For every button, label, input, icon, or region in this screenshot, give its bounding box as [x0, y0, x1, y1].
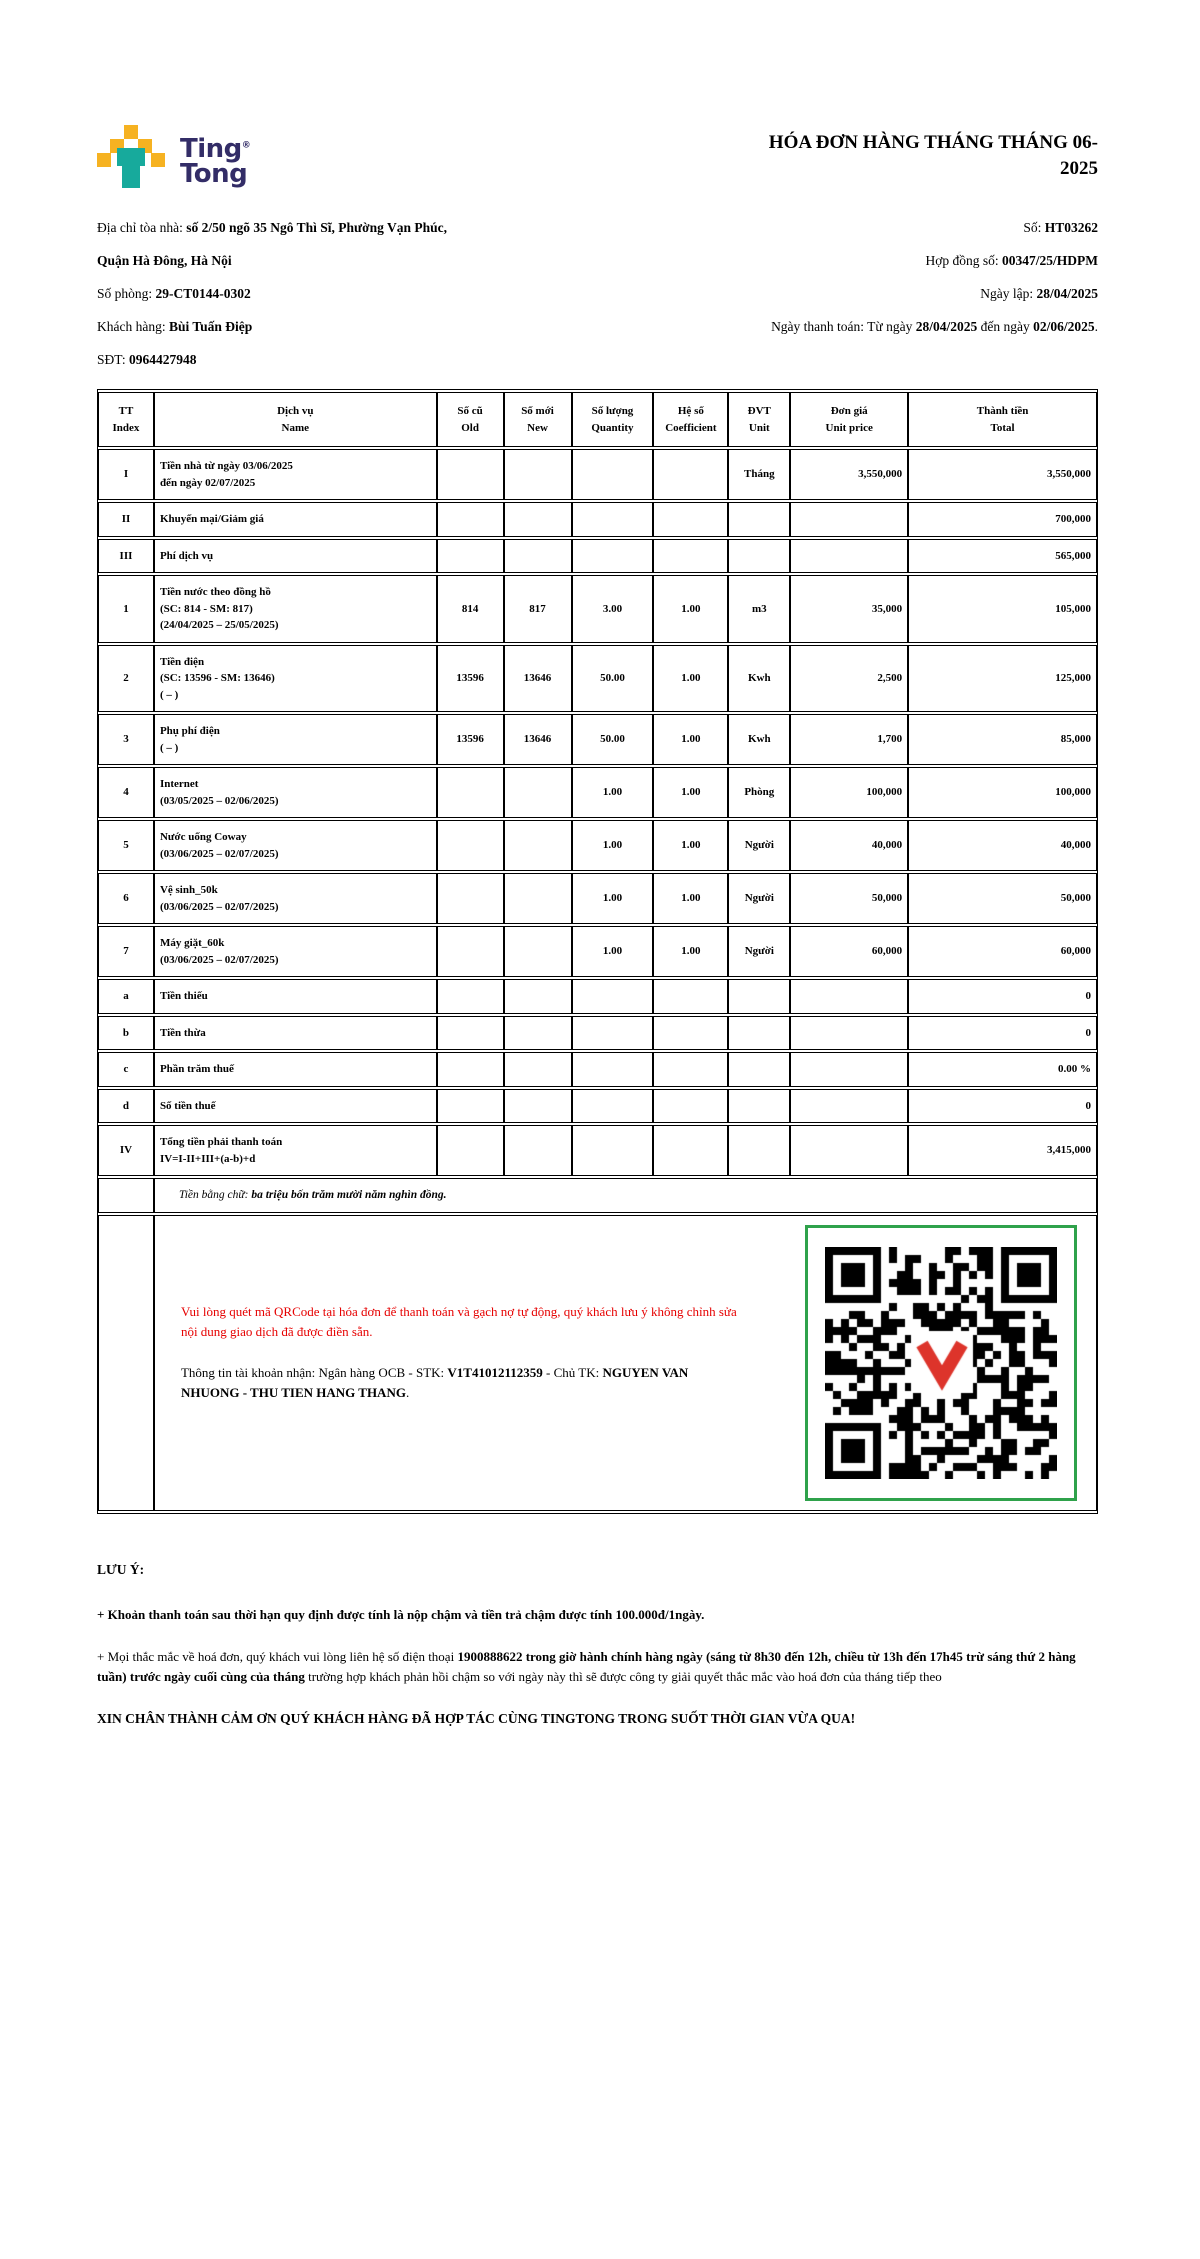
table-cell	[504, 502, 572, 537]
table-cell: 1.00	[653, 820, 728, 871]
table-cell	[437, 449, 504, 500]
hotline-note: + Mọi thắc mắc về hoá đơn, quý khách vui lòng liên hệ số điện thoại 1900888622 trong giờ hành chính hàng ngày (sáng từ 8h30 đến 12h, chiều từ 13h đến 17h45 trừ sáng thứ 2 hàng tuần) trước ngày cuối cùng của tháng trường hợp khách phản hồi chậm so với ngày này thì sẽ được công ty giải quyết thắc mắc vào hoá đơn của tháng tiếp theo	[97, 1649, 1076, 1685]
table-cell	[653, 502, 728, 537]
table-row	[98, 539, 1097, 574]
table-cell: 565,000	[908, 539, 1097, 574]
table-cell: Tiền thiếu	[154, 979, 437, 1014]
qr-section-cell	[154, 1215, 1097, 1511]
table-cell	[437, 1125, 504, 1176]
table-cell: a	[98, 979, 154, 1014]
table-cell: 105,000	[908, 575, 1097, 643]
table-cell: 814	[437, 575, 504, 643]
table-cell: 1.00	[653, 645, 728, 713]
table-cell: Tiền nhà từ ngày 03/06/2025 đến ngày 02/07/2025	[154, 449, 437, 500]
table-cell	[504, 767, 572, 818]
tingtong-logo	[97, 125, 250, 189]
table-cell	[790, 1089, 908, 1124]
registered-mark: ®	[241, 140, 251, 151]
table-cell	[728, 502, 790, 537]
table-row	[98, 1016, 1097, 1051]
table-cell	[653, 1125, 728, 1176]
table-cell	[437, 926, 504, 977]
info-line: Ngày thanh toán: Từ ngày 28/04/2025 đến ngày 02/06/2025.	[771, 319, 1098, 334]
table-cell: Tổng tiền phải thanh toán IV=I-II+III+(a-b)+d	[154, 1125, 437, 1176]
table-cell: III	[98, 539, 154, 574]
table-cell: 6	[98, 873, 154, 924]
table-cell: IV	[98, 1125, 154, 1176]
empty-index-cell	[98, 1178, 154, 1213]
table-cell: 7	[98, 926, 154, 977]
table-cell: b	[98, 1016, 154, 1051]
table-cell	[437, 1052, 504, 1087]
table-cell: 1.00	[653, 575, 728, 643]
table-cell	[504, 1125, 572, 1176]
table-row	[98, 714, 1097, 765]
table-body	[98, 449, 1097, 1176]
table-cell: 13646	[504, 714, 572, 765]
table-cell: Nước uống Coway (03/06/2025 – 02/07/2025)	[154, 820, 437, 871]
table-cell: 2	[98, 645, 154, 713]
table-cell: 0	[908, 1016, 1097, 1051]
table-cell: 3,550,000	[790, 449, 908, 500]
info-line: Địa chỉ tòa nhà: số 2/50 ngõ 35 Ngô Thì Sĩ, Phường Vạn Phúc,	[97, 220, 448, 235]
table-cell	[653, 979, 728, 1014]
table-cell: Phần trăm thuế	[154, 1052, 437, 1087]
table-cell	[572, 1052, 654, 1087]
table-cell: 50.00	[572, 645, 654, 713]
table-cell	[572, 979, 654, 1014]
table-cell: II	[98, 502, 154, 537]
info-right	[567, 211, 1098, 376]
table-cell	[728, 1016, 790, 1051]
invoice-table	[97, 389, 1098, 1514]
table-cell: 3.00	[572, 575, 654, 643]
notes-heading: LƯU Ý:	[97, 1562, 145, 1578]
table-cell: 0.00 %	[908, 1052, 1097, 1087]
column-header: ĐVT Unit	[728, 392, 790, 447]
qr-code	[805, 1225, 1077, 1501]
table-cell: 13646	[504, 645, 572, 713]
table-cell	[572, 539, 654, 574]
table-cell: Kwh	[728, 645, 790, 713]
table-cell: Tiền điện (SC: 13596 - SM: 13646) ( – )	[154, 645, 437, 713]
table-cell: 0	[908, 1089, 1097, 1124]
table-row	[98, 1125, 1097, 1176]
table-cell	[653, 539, 728, 574]
table-cell	[504, 1016, 572, 1051]
info-line: Quận Hà Đông, Hà Nội	[97, 253, 232, 268]
table-cell	[504, 1052, 572, 1087]
table-cell	[437, 873, 504, 924]
table-cell: d	[98, 1089, 154, 1124]
table-cell	[504, 449, 572, 500]
amount-in-words-row	[98, 1178, 1097, 1213]
table-cell	[790, 1125, 908, 1176]
table-cell	[504, 926, 572, 977]
table-cell: 60,000	[908, 926, 1097, 977]
table-row	[98, 820, 1097, 871]
table-cell: Máy giặt_60k (03/06/2025 – 02/07/2025)	[154, 926, 437, 977]
account-number: V1T41012112359	[447, 1364, 543, 1380]
table-cell: Vệ sinh_50k (03/06/2025 – 02/07/2025)	[154, 873, 437, 924]
table-cell	[504, 539, 572, 574]
table-cell	[572, 1016, 654, 1051]
table-cell: 817	[504, 575, 572, 643]
table-cell: 13596	[437, 714, 504, 765]
account-holder: NGUYEN VAN NHUONG - THU TIEN HANG THANG	[180, 1364, 689, 1400]
late-payment-note: + Khoản thanh toán sau thời hạn quy định được tính là nộp chậm và tiền trả chậm được tính 100.000đ/1ngày.	[97, 1607, 705, 1623]
table-cell: 1.00	[653, 926, 728, 977]
qr-notice-red: Vui lòng quét mã QRCode tại hóa đơn để thanh toán và gạch nợ tự động, quý khách lưu ý không chỉnh sửa nội dung giao dịch đã được điền sẵn.	[180, 1304, 737, 1340]
table-row	[98, 645, 1097, 713]
table-cell: 50.00	[572, 714, 654, 765]
table-cell: 13596	[437, 645, 504, 713]
table-cell	[504, 873, 572, 924]
column-header: TT Index	[98, 392, 154, 447]
table-row	[98, 926, 1097, 977]
table-cell: 3,415,000	[908, 1125, 1097, 1176]
table-cell	[437, 979, 504, 1014]
table-row	[98, 767, 1097, 818]
table-cell	[572, 1125, 654, 1176]
table-cell: Phòng	[728, 767, 790, 818]
table-cell: Số tiền thuế	[154, 1089, 437, 1124]
tingtong-logo-icon	[97, 125, 165, 189]
table-cell	[790, 539, 908, 574]
info-line: Số: HT03262	[1023, 220, 1098, 235]
amount-in-words-value: ba triệu bốn trăm mười năm nghìn đồng.	[251, 1189, 447, 1201]
table-cell: c	[98, 1052, 154, 1087]
info-left	[97, 211, 567, 376]
table-cell	[504, 820, 572, 871]
table-cell: 40,000	[790, 820, 908, 871]
account-info: Thông tin tài khoản nhận: Ngân hàng OCB - STK: V1T41012112359 - Chủ TK: NGUYEN VAN NHUONG - THU TIEN HANG THANG.	[180, 1364, 689, 1400]
table-cell: 85,000	[908, 714, 1097, 765]
table-cell	[728, 1052, 790, 1087]
table-cell: 125,000	[908, 645, 1097, 713]
table-cell	[437, 1089, 504, 1124]
invoice-info	[97, 211, 1098, 376]
table-cell: Phụ phí điện ( – )	[154, 714, 437, 765]
column-header: Số lượng Quantity	[572, 392, 654, 447]
info-line: Khách hàng: Bùi Tuấn Điệp	[97, 319, 253, 334]
table-cell: 3,550,000	[908, 449, 1097, 500]
page-title: HÓA ĐƠN HÀNG THÁNG THÁNG 06- 2025	[768, 132, 1098, 179]
table-cell: 1.00	[572, 820, 654, 871]
table-cell: 50,000	[790, 873, 908, 924]
tingtong-wordmark: Ting® Tong	[180, 134, 251, 189]
table-cell	[504, 979, 572, 1014]
table-cell	[728, 539, 790, 574]
table-cell: Internet (03/05/2025 – 02/06/2025)	[154, 767, 437, 818]
table-cell: 100,000	[908, 767, 1097, 818]
qr-row	[98, 1215, 1097, 1511]
table-row	[98, 1089, 1097, 1124]
table-cell: 60,000	[790, 926, 908, 977]
table-cell: Tiền thừa	[154, 1016, 437, 1051]
table-cell: 1.00	[653, 873, 728, 924]
hotline-number: 1900888622 trong giờ hành chính hàng ngày (sáng từ 8h30 đến 12h, chiều từ 13h đến 17h45 trừ sáng thứ 2 hàng tuần) trước ngày cuối cùng của tháng	[97, 1649, 1076, 1685]
table-row	[98, 1052, 1097, 1087]
footer-notes	[97, 1560, 1098, 1729]
table-cell	[728, 979, 790, 1014]
table-row	[98, 979, 1097, 1014]
table-cell: I	[98, 449, 154, 500]
table-cell	[437, 820, 504, 871]
table-cell: 1.00	[653, 767, 728, 818]
table-cell	[653, 1089, 728, 1124]
table-cell: Tiền nước theo đồng hồ (SC: 814 - SM: 817) (24/04/2025 – 25/05/2025)	[154, 575, 437, 643]
column-header: Đơn giá Unit price	[790, 392, 908, 447]
table-cell: 40,000	[908, 820, 1097, 871]
empty-index-cell	[98, 1215, 154, 1511]
table-cell	[437, 1016, 504, 1051]
table-cell	[653, 449, 728, 500]
table-cell: Người	[728, 873, 790, 924]
table-cell	[790, 1052, 908, 1087]
qr-canvas	[825, 1247, 1057, 1479]
table-cell	[437, 767, 504, 818]
table-cell: 700,000	[908, 502, 1097, 537]
table-cell	[728, 1089, 790, 1124]
table-cell: 4	[98, 767, 154, 818]
table-cell	[504, 1089, 572, 1124]
table-cell: 50,000	[908, 873, 1097, 924]
table-header-row	[98, 392, 1097, 447]
table-cell	[572, 449, 654, 500]
table-row	[98, 873, 1097, 924]
table-cell: 35,000	[790, 575, 908, 643]
table-cell: 1	[98, 575, 154, 643]
thank-you-message: XIN CHÂN THÀNH CẢM ƠN QUÝ KHÁCH HÀNG ĐÃ HỢP TÁC CÙNG TINGTONG TRONG SUỐT THỜI GIAN VỪA QUA!	[97, 1710, 856, 1726]
table-cell	[790, 1016, 908, 1051]
table-row	[98, 449, 1097, 500]
table-cell: 2,500	[790, 645, 908, 713]
column-header: Dịch vụ Name	[154, 392, 437, 447]
table-cell: Phí dịch vụ	[154, 539, 437, 574]
table-cell: Người	[728, 926, 790, 977]
amount-in-words-cell	[154, 1178, 1097, 1213]
table-cell	[572, 1089, 654, 1124]
table-cell: 0	[908, 979, 1097, 1014]
column-header: Số cũ Old	[437, 392, 504, 447]
table-row	[98, 502, 1097, 537]
table-cell	[790, 502, 908, 537]
table-cell: 5	[98, 820, 154, 871]
table-cell: 1.00	[572, 767, 654, 818]
table-cell	[653, 1016, 728, 1051]
table-cell: 1,700	[790, 714, 908, 765]
table-row	[98, 575, 1097, 643]
table-cell	[653, 1052, 728, 1087]
table-cell: 100,000	[790, 767, 908, 818]
table-cell: Kwh	[728, 714, 790, 765]
table-cell: 1.00	[572, 926, 654, 977]
table-cell	[437, 502, 504, 537]
info-line: Ngày lập: 28/04/2025	[980, 286, 1098, 301]
column-header: Số mới New	[504, 392, 572, 447]
header	[97, 125, 1098, 189]
table-cell: m3	[728, 575, 790, 643]
table-cell: 1.00	[572, 873, 654, 924]
info-line: SĐT: 0964427948	[97, 352, 197, 367]
qr-instructions	[181, 1302, 749, 1403]
table-cell: 3	[98, 714, 154, 765]
table-cell: 1.00	[653, 714, 728, 765]
table-cell	[790, 979, 908, 1014]
table-cell	[437, 539, 504, 574]
column-header: Hệ số Coefficient	[653, 392, 728, 447]
info-line: Hợp đồng số: 00347/25/HDPM	[925, 253, 1098, 268]
info-line: Số phòng: 29-CT0144-0302	[97, 286, 251, 301]
table-cell: Khuyến mại/Giảm giá	[154, 502, 437, 537]
table-cell	[728, 1125, 790, 1176]
column-header: Thành tiền Total	[908, 392, 1097, 447]
table-cell	[572, 502, 654, 537]
amount-in-words-label: Tiền bằng chữ:	[178, 1189, 252, 1201]
table-cell: Người	[728, 820, 790, 871]
table-cell: Tháng	[728, 449, 790, 500]
